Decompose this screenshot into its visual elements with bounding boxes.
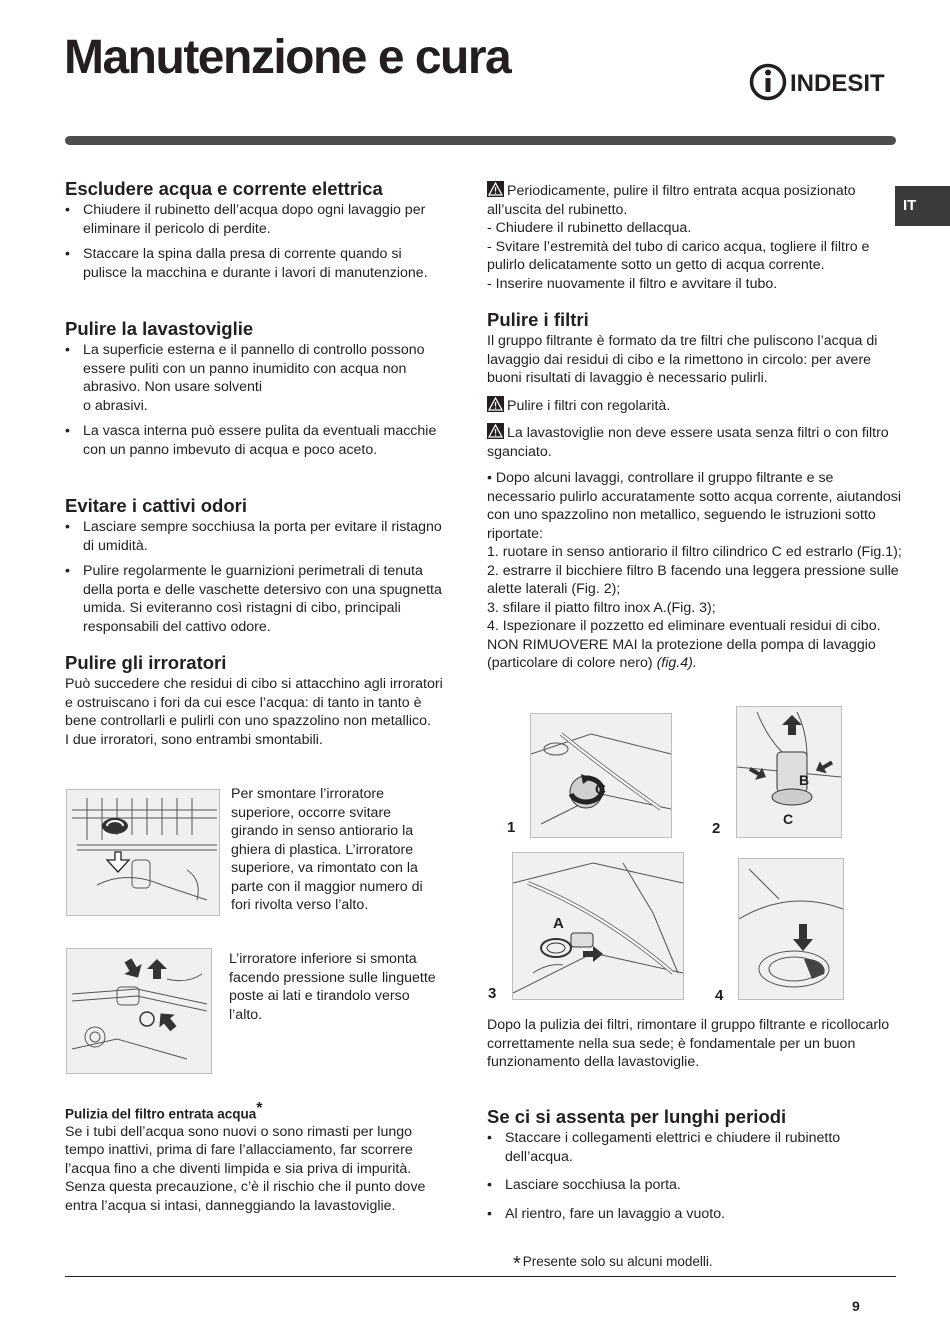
brand-name: INDESIT (790, 70, 885, 97)
warning-line (487, 423, 902, 461)
section-heading: Pulire i filtri (487, 309, 589, 330)
paragraph: I due irroratori, sono entrambi smontabili. (65, 731, 323, 748)
section-heading: Evitare i cattivi odori (65, 495, 247, 516)
section-spray-arms (65, 652, 445, 749)
paragraph: Se i tubi dell’acqua sono nuovi o sono rimasti per lungo tempo inattivi, prima di fare l’allacciamento, far scorrere l’acqua fino a che diventi limpida e sia priva di impurità. Senza questa precauzione, c’è il rischio che il punto dove entra l’acqua si intasi, danneggiando la lavastoviglie. (65, 1123, 426, 1214)
paragraph: • Dopo alcuni lavaggi, controllare il gruppo filtrante e se necessario pulirlo accuratamente sotto acqua corrente, aiutandosi con uno spazzolino non metallico, seguendo le istruzioni sotto riportate: (487, 470, 902, 542)
section-inlet-instructions (487, 181, 899, 293)
footer-rule (65, 1276, 896, 1277)
page-title: Manutenzione e cura (64, 31, 511, 84)
upper-spray-arm-illustration (66, 789, 220, 916)
warning-line (487, 396, 902, 416)
warning-text: La lavastoviglie non deve essere usata senza filtri o con filtro sganciato. (487, 425, 889, 460)
section-heading: Se ci si assenta per lunghi periodi (487, 1106, 787, 1127)
list-item: • Lasciare socchiusa la porta. (487, 1176, 902, 1195)
language-tab: IT (895, 186, 950, 226)
figure-reference: (fig.4). (656, 655, 697, 671)
list-item (65, 341, 450, 415)
instruction-line: - Chiudere il rubinetto dellacqua. (487, 220, 692, 236)
list-item-line: o abrasivi. (83, 397, 148, 414)
page-number: 9 (852, 1298, 860, 1314)
warning-text: Pulire i filtri con regolarità. (507, 397, 671, 414)
warning-line (487, 181, 899, 219)
list-item: • Staccare i collegamenti elettrici e chiudere il rubinetto dell’acqua. (487, 1129, 902, 1166)
footnote (513, 1253, 713, 1276)
instruction-line: - Svitare l’estremità del tubo di carico acqua, togliere il filtro e pulirlo delicatamente sotto un getto di acqua corrente. (487, 238, 870, 273)
figure-number: 1 (507, 819, 516, 836)
section-odors (65, 495, 450, 643)
header-rule (65, 136, 896, 145)
paragraph: Il gruppo filtrante è formato da tre filtri che puliscono l’acqua di lavaggio dai residui di cibo e la rimettono in circolo: per avere buoni risultati di lavaggio è necessario pulirli. (487, 333, 878, 386)
step-text: 4. Ispezionare il pozzetto ed eliminare eventuali residui di cibo. NON RIMUOVERE MAI la protezione della pompa di lavaggio (particolare di colore nero) (487, 618, 881, 671)
step: 1. ruotare in senso antiorario il filtro cilindrico C ed estrarlo (Fig.1); (487, 544, 902, 560)
warning-icon (487, 423, 504, 439)
section-heading: Pulire la lavastoviglie (65, 318, 254, 339)
figure-3-illustration (512, 852, 684, 1000)
section-heading: Pulire gli irroratori (65, 652, 227, 673)
figure-letter-c: C (783, 811, 794, 827)
section-clean-dishwasher (65, 318, 450, 466)
step: 3. sfilare il piatto filtro inox A.(Fig. 3); (487, 599, 716, 616)
warning-text: Periodicamente, pulire il filtro entrata acqua posizionato all’uscita del rubinetto. (487, 183, 856, 218)
instruction-line: - Inserire nuovamente il filtro e avvitare il tubo. (487, 275, 778, 292)
section-heading: Escludere acqua e corrente elettrica (65, 178, 383, 199)
figure-number: 4 (715, 987, 724, 1004)
list-item: • Al rientro, fare un lavaggio a vuoto. (487, 1205, 902, 1224)
figure-2-illustration (736, 706, 842, 838)
filters-reassembly-text: Dopo la pulizia dei filtri, rimontare il gruppo filtrante e ricollocarlo correttamente nella sua sede; è fondamentale per un buon funzionamento della lavastoviglie. (487, 1017, 890, 1070)
paragraph: Può succedere che residui di cibo si attacchino agli irroratori e ostruiscano i fori da cui esce l’acqua: di tanto in tanto è bene controllarli e pulirli con uno spazzolino non metallico. (65, 676, 443, 729)
footnote-text: Presente solo su alcuni modelli. (522, 1254, 713, 1269)
figure-letter-c: C (595, 781, 606, 798)
footnote-asterisk: * (513, 1253, 521, 1275)
figure-4-illustration (738, 858, 844, 1000)
section-long-absence (487, 1106, 902, 1230)
section-disconnect (65, 178, 445, 289)
list-item: • Staccare la spina dalla presa di corrente quando si pulisce la macchina e durante i lavori di manutenzione. (65, 245, 445, 282)
step (487, 617, 902, 673)
upper-spray-arm-text: Per smontare l’irroratore superiore, occorre svitare girando in senso antiorario la ghiera di plastica. L’irroratore superiore, va rimontato con la parte con il maggior numero di fori rivolta verso l’alto. (231, 786, 423, 913)
figure-letter-b: B (799, 772, 810, 788)
figure-letter-a: A (553, 915, 564, 932)
section-inlet-filter (65, 1100, 450, 1215)
list-item: • Lasciare sempre socchiusa la porta per evitare il ristagno di umidità. (65, 518, 450, 555)
figure-number: 3 (488, 985, 497, 1002)
asterisk: * (256, 1100, 263, 1117)
warning-icon (487, 396, 504, 412)
lower-spray-arm-text: L’irroratore inferiore si smonta facendo pressione sulle linguette poste ai lati e tirandolo verso l’alto. (229, 951, 436, 1023)
list-item: • Pulire regolarmente le guarnizioni perimetrali di tenuta della porta e delle vaschette detersivo con una spugnetta umida. Si eviteranno così ristagni di cibo, principali responsabili del cattivo odore. (65, 562, 450, 636)
lower-spray-arm-illustration (66, 948, 212, 1074)
list-item-line: La superficie esterna e il pannello di controllo possono essere puliti con un panno inumidito con acqua non abrasivo. Non usare solventi (83, 342, 425, 395)
section-clean-filters (487, 309, 902, 673)
figure-number: 2 (712, 820, 721, 837)
step: 2. estrarre il bicchiere filtro B facendo una leggera pressione sulle alette laterali (Fig. 2); (487, 562, 899, 597)
figure-1-illustration (530, 713, 672, 838)
warning-icon (487, 181, 504, 197)
list-item: • La vasca interna può essere pulita da eventuali macchie con un panno imbevuto di acqua e poco aceto. (65, 422, 450, 459)
list-item: • Chiudere il rubinetto dell’acqua dopo ogni lavaggio per eliminare il pericolo di perdite. (65, 201, 445, 238)
section-heading: Pulizia del filtro entrata acqua (65, 1106, 257, 1122)
brand-logo (748, 62, 898, 102)
